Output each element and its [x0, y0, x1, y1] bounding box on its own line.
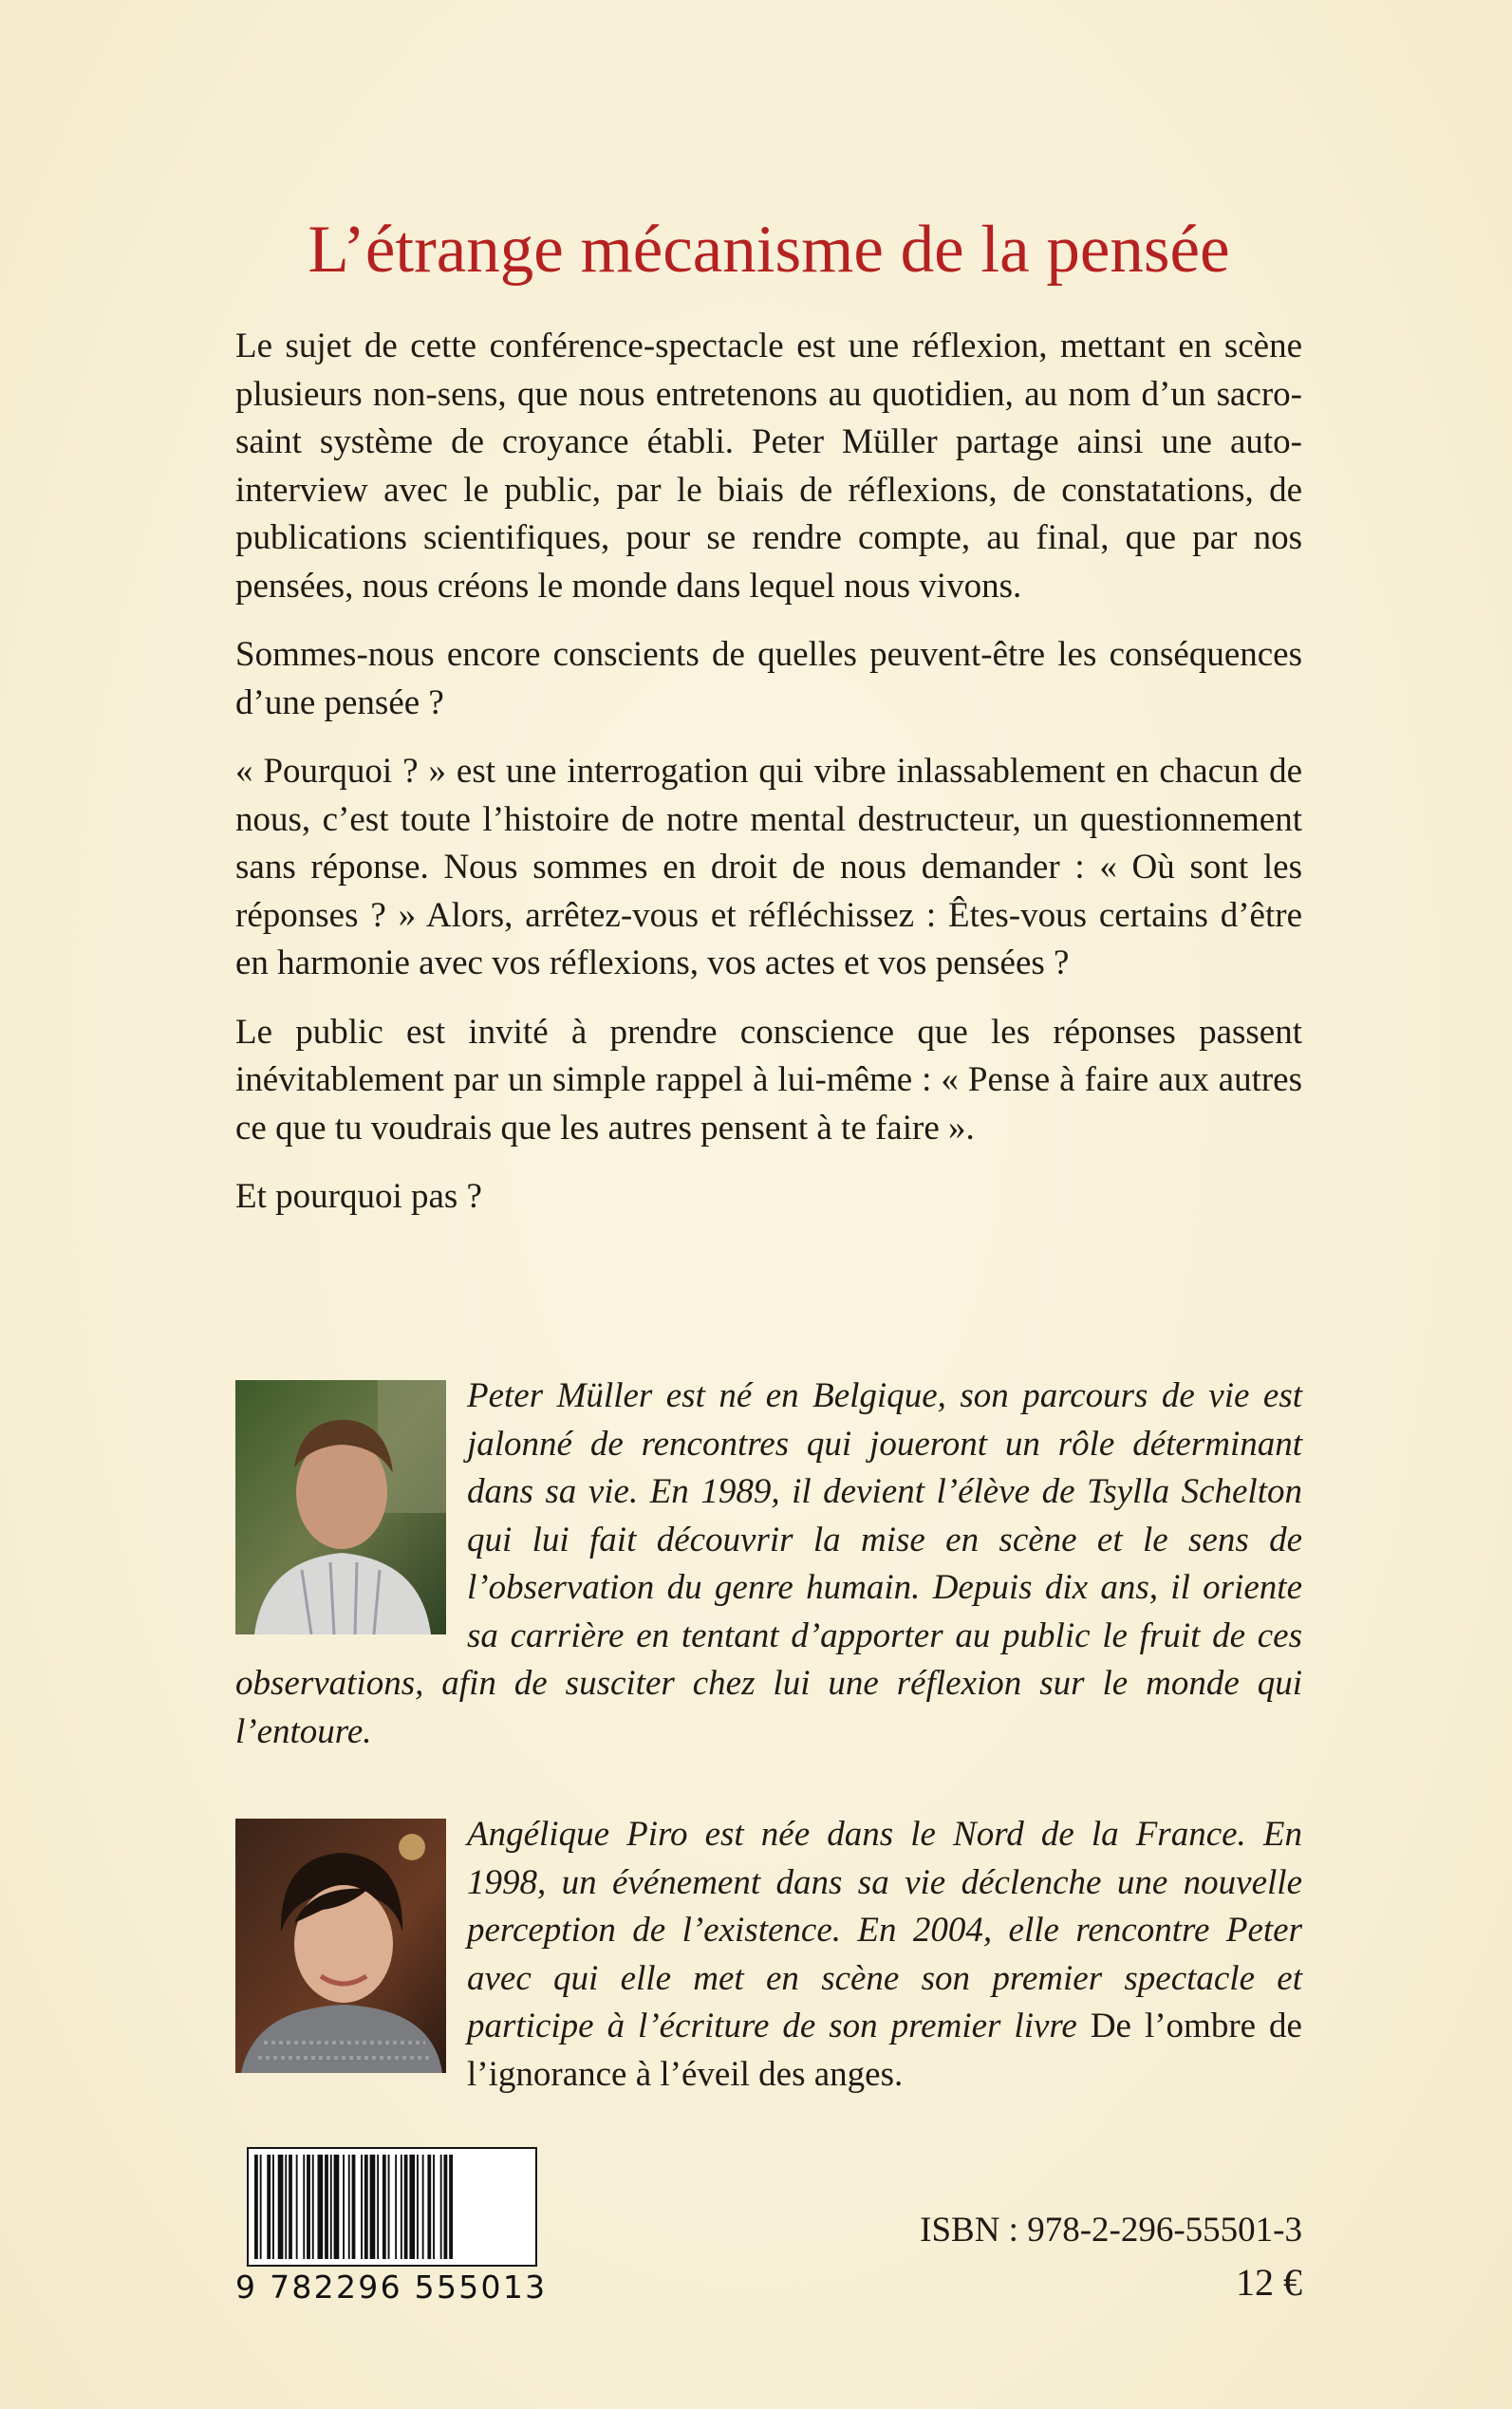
barcode-bar [303, 2155, 305, 2259]
barcode-bar [433, 2155, 435, 2259]
barcode-bar [260, 2155, 262, 2259]
bio-text-angelique-body: Angélique Piro est née dans le Nord de la France. En 1998, un événement dans sa vie déclenche une nouvelle perception de l’existence. En 2004, elle rencontre Peter avec qui elle met en scène son premier spectacle et participe à l’écriture de son premier livre [467, 1815, 1302, 2045]
barcode-bar [440, 2155, 442, 2259]
barcode-bar [449, 2155, 453, 2259]
barcode-bar [278, 2155, 284, 2259]
author-photo-angelique [235, 1819, 446, 2073]
blurb-paragraph-5: Et pourquoi pas ? [235, 1177, 482, 1216]
barcode-bar [417, 2155, 419, 2259]
barcode-bar [312, 2155, 314, 2259]
barcode-bar [334, 2155, 340, 2259]
barcode-frame [247, 2147, 537, 2267]
barcode-bar [343, 2155, 345, 2259]
barcode-bar [401, 2155, 402, 2259]
barcode-bar [254, 2155, 258, 2259]
barcode-bar [404, 2155, 408, 2259]
barcode-bar [285, 2155, 287, 2259]
barcode-bar [409, 2155, 415, 2259]
isbn-number: ISBN : 978-2-296-55501-3 [920, 2211, 1302, 2250]
barcode-bars [249, 2149, 535, 2265]
barcode-bar [364, 2155, 368, 2259]
blurb-paragraph-1: Le sujet de cette conférence-spectacle est une réflexion, mettant en scène plusieurs non-sens, que nous entretenons au quotidien, au nom d’un sacro-saint système de croyance établi. Peter Müller partage ainsi une auto-interview avec le public, par le biais de réflexions, de constatations, de publications scientifiques, pour se rendre compte, au final, que par nos pensées, nous créons le monde dans lequel nous vivons. [235, 327, 1302, 606]
barcode-bar [444, 2155, 448, 2259]
author-bio-angelique [235, 1811, 1302, 2099]
blurb-paragraph-2: Sommes-nous encore conscients de quelles peuvent-être les conséquences d’une pensée ? [235, 635, 1302, 722]
barcode-digits: 9 782296 555013 [235, 2269, 548, 2306]
barcode-bar [395, 2155, 397, 2259]
barcode-bar [325, 2155, 328, 2259]
blurb-paragraph-4: Le public est invité à prendre conscience que les réponses passent inévitablement par un simple rappel à lui-même : « Pense à faire aux autres ce que tu voudrais que les autres pensent à te faire ». [235, 1012, 1302, 1148]
barcode-bar [388, 2155, 390, 2259]
blurb [235, 323, 1302, 1242]
bio-book-title: De l’ombre de l’ignorance à l’éveil des anges. [467, 2007, 1302, 2094]
barcode-bar [348, 2155, 350, 2259]
barcode-bar [352, 2155, 356, 2259]
barcode-bar [377, 2155, 379, 2259]
barcode-bar [427, 2155, 431, 2259]
author-bio-peter [235, 1373, 1302, 1756]
isbn-barcode [235, 2147, 549, 2305]
barcode-bar [318, 2155, 324, 2259]
barcode-bar [361, 2155, 363, 2259]
author-photo-peter [235, 1380, 446, 1634]
barcode-bar [296, 2155, 298, 2259]
barcode-bar [422, 2155, 424, 2259]
price: 12 € [1236, 2261, 1302, 2304]
barcode-bar [267, 2155, 271, 2259]
barcode-bar [272, 2155, 274, 2259]
barcode-bar [330, 2155, 332, 2259]
barcode-bar [289, 2155, 292, 2259]
book-title: L’étrange mécanisme de la pensée [308, 213, 1230, 287]
barcode-bar [383, 2155, 386, 2259]
barcode-bar [307, 2155, 310, 2259]
barcode-bar [370, 2155, 376, 2259]
bio-text-peter: Peter Müller est né en Belgique, son parcours de vie est jalonné de rencontres qui joueront un rôle déterminant dans sa vie. En 1989, il devient l’élève de Tsylla Schelton qui lui fait découvrir la mise en scène et le sens de l’observation du genre humain. Depuis dix ans, il oriente sa carrière en tentant d’apporter au public le fruit de ces observations, afin de susciter chez lui une réflexion sur le monde qui l’entoure. [235, 1376, 1302, 1751]
blurb-paragraph-3: « Pourquoi ? » est une interrogation qui vibre inlassablement en chacun de nous, c’est toute l’histoire de notre mental destructeur, un questionnement sans réponse. Nous sommes en droit de nous demander : « Où sont les réponses ? » Alors, arrêtez-vous et réfléchissez : Êtes-vous certains d’être en harmonie avec vos réflexions, vos actes et vos pensées ? [235, 752, 1302, 982]
